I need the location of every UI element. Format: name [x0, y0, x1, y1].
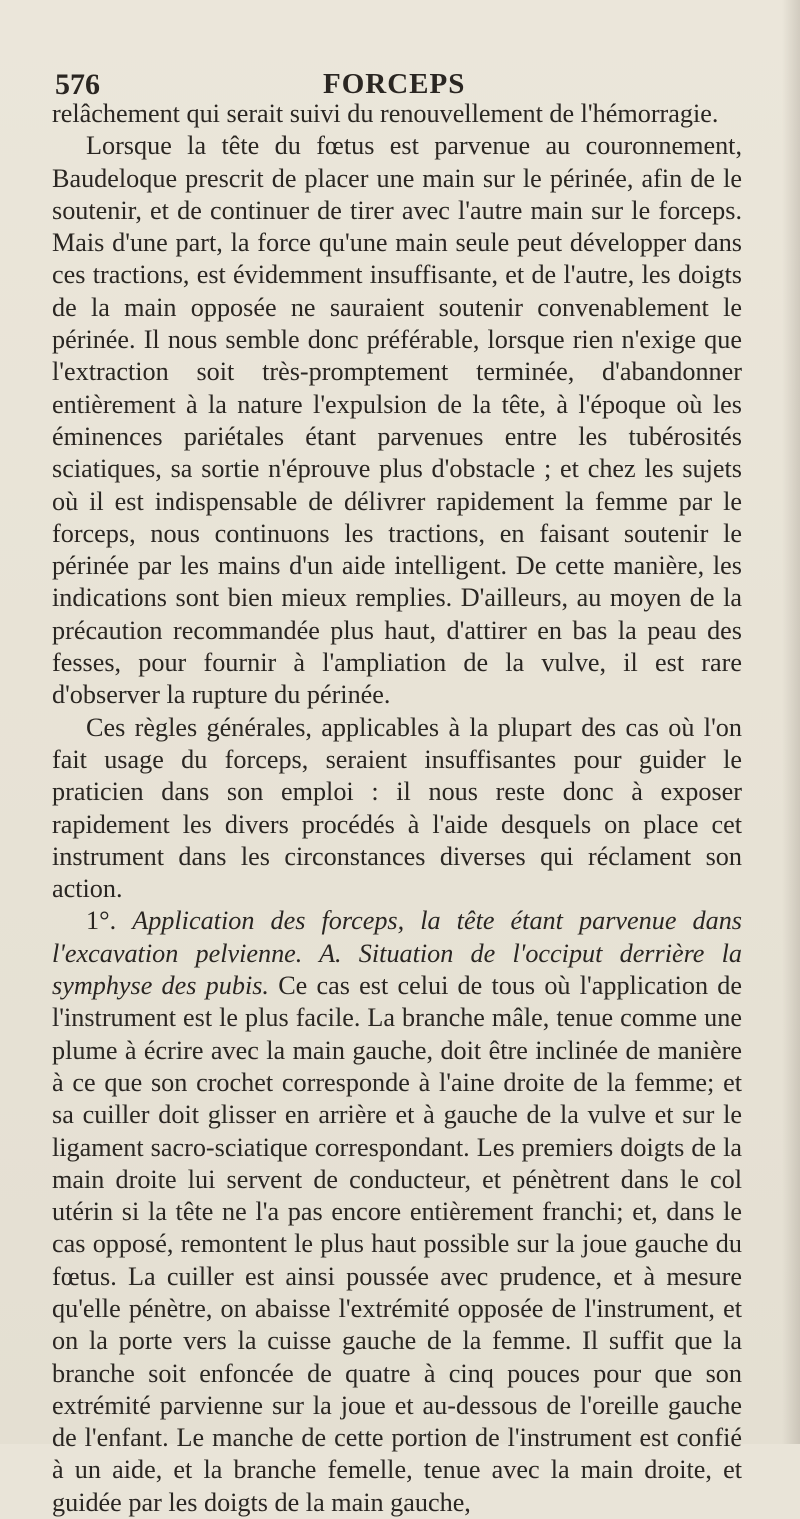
paragraph-continuation: relâchement qui serait suivi du renouvellement de l'hémorragie. [52, 99, 719, 128]
running-title: FORCEPS [323, 68, 466, 100]
paragraph-couronnement: Lorsque la tête du fœtus est parvenue au couronnement, Baudeloque prescrit de placer une main sur le périnée, afin de le soutenir, et de continuer de tirer avec l'autre main sur le forceps. Mais d'une part, la force qu'une main seule peut développer dans ces tractions, est évidemment insuffisante, et de l'autre, les doigts de la main opposée ne sauraient soutenir convenablement le périnée. Il nous semble donc préférable, lorsque rien n'exige que l'extraction soit très-promptement terminée, d'abandonner entièrement à la nature l'expulsion de la tête, à l'époque où les éminences pariétales étant parvenues entre les tubérosités sciatiques, sa sortie n'éprouve plus d'obstacle ; et chez les sujets où il est indispensable de délivrer rapidement la femme par le forceps, nous continuons les tractions, en faisant soutenir le périnée par les mains d'un aide intelligent. De cette manière, les indications sont bien mieux remplies. D'ailleurs, au moyen de la précaution recommandée plus haut, d'attirer en bas la peau des fesses, pour fournir à l'ampliation de la vulve, il est rare d'observer la rupture du périnée. [52, 131, 742, 710]
section-heading: Application des forceps, la tête étant parvenue dans l'excavation pelvienne. A. Situation de l'occiput derrière la symphyse des pubis. [52, 906, 742, 1001]
page-number: 576 [55, 68, 100, 101]
section-text: Ce cas est celui de tous où l'application de l'instrument est le plus facile. La branche mâle, tenue comme une plume à écrire avec la main gauche, doit être inclinée de manière à ce que son crochet corresponde à l'aine droite de la femme; et sa cuiller doit glisser en arrière et à gauche de la vulve et sur le ligament sacro-sciatique correspondant. Les premiers doigts de la main droite lui servent de conducteur, et pénètrent dans le col utérin si la tête ne l'a pas encore entièrement franchi; et, dans le cas opposé, remontent le plus haut possible sur la joue gauche du fœtus. La cuiller est ainsi poussée avec prudence, et à mesure qu'elle pénètre, on abaisse l'extrémité opposée de l'instrument, et on la porte vers la cuisse gauche de la femme. Il suffit que la branche soit enfoncée de quatre à cinq pouces pour que son extrémité parvienne sur la joue et au-dessous de l'oreille gauche de l'enfant. Le manche de cette portion de l'instrument est confié à un aide, et la branche femelle, tenue avec la main droite, et guidée par les doigts de la main gauche, [52, 971, 743, 1517]
page-edge-shadow [782, 0, 800, 1444]
paragraph-application [52, 905, 742, 1519]
paragraph-regles-generales: Ces règles générales, applicables à la plupart des cas où l'on fait usage du forceps, seraient insuffisantes pour guider le praticien dans son emploi : il nous reste donc à exposer rapidement les divers procédés à l'aide desquels on place cet instrument dans les circonstances diverses qui réclament son action. [52, 712, 742, 904]
section-number: 1°. [86, 906, 117, 936]
body-text [52, 98, 742, 1519]
